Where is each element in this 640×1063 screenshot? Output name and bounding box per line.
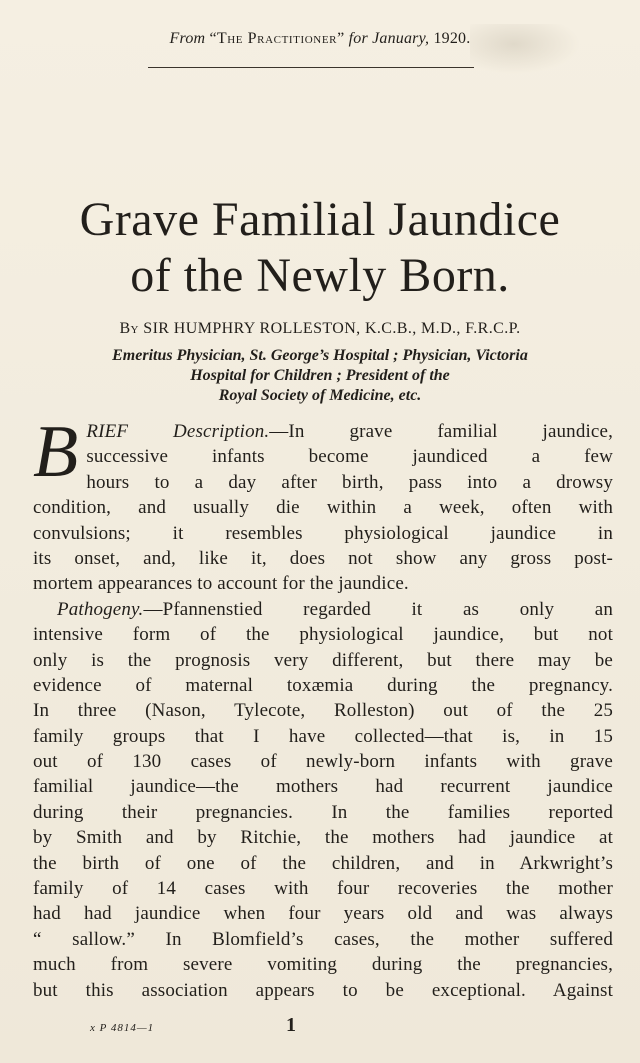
body-line: during their pregnancies. In the families reported xyxy=(33,801,613,823)
title-line-1: Grave Familial Jaundice xyxy=(79,193,561,246)
printer-signature: x P 4814—1 xyxy=(90,1022,155,1034)
body-text-span: —Pfannenstied regarded it as only an xyxy=(143,598,613,620)
body-line: convulsions; it resembles physiological jaundice in xyxy=(33,522,613,544)
body-line: hours to a day after birth, pass into a drowsy xyxy=(86,471,613,493)
header-quote-open: “ xyxy=(209,30,217,47)
body-line: but this association appears to be exceptional. Against xyxy=(33,979,613,1001)
header-quote-close: ” xyxy=(337,30,345,47)
drop-cap: B xyxy=(33,411,79,493)
header-year: 1920. xyxy=(433,30,471,47)
header-rule xyxy=(148,67,474,68)
body-line: much from severe vomiting during the pregnancies, xyxy=(33,954,613,976)
body-line: In three (Nason, Tylecote, Rolleston) out of the 25 xyxy=(33,700,613,722)
paragraph-brief-description xyxy=(33,411,613,597)
section-head-brief: RIEF Description. xyxy=(86,421,270,442)
body-line: only is the prognosis very different, but there may be xyxy=(33,649,613,671)
body-line: family of 14 cases with four recoveries the mother xyxy=(33,878,613,900)
author-affiliation xyxy=(40,346,600,406)
affiliation-line-2: Hospital for Children ; President of the xyxy=(190,367,450,384)
body-line xyxy=(33,419,613,444)
affiliation-line-1: Emeritus Physician, St. George’s Hospital ; Physician, Victoria xyxy=(112,347,528,364)
paragraph-pathogeny xyxy=(33,597,613,1003)
byline-author: SIR HUMPHRY ROLLESTON, K.C.B., M.D., F.R.C.P. xyxy=(143,320,521,337)
body-line: had had jaundice when four years old and was always xyxy=(33,903,613,925)
affiliation-line-3: Royal Society of Medicine, etc. xyxy=(218,387,422,404)
body-line: successive infants become jaundiced a few xyxy=(86,446,613,468)
body-line: evidence of maternal toxæmia during the pregnancy. xyxy=(33,674,613,696)
byline xyxy=(0,320,640,338)
source-header xyxy=(0,30,640,48)
article-title xyxy=(0,192,640,304)
body-line: mortem appearances to account for the jaundice. xyxy=(33,573,409,595)
body-line: intensive form of the physiological jaundice, but not xyxy=(33,624,613,646)
header-date: for January, xyxy=(348,30,430,47)
body-line: family groups that I have collected—that is, in 15 xyxy=(33,725,613,747)
body-line: “ sallow.” In Blomfield’s cases, the mother suffered xyxy=(33,928,613,950)
byline-by: By xyxy=(119,320,139,337)
body-text-span: —In grave familial jaundice, xyxy=(269,421,613,442)
header-from: From xyxy=(169,30,206,47)
body-line: its onset, and, like it, does not show any gross post- xyxy=(33,547,613,569)
page-number: 1 xyxy=(286,1014,296,1036)
body-line: out of 130 cases of newly-born infants with grave xyxy=(33,751,613,773)
body-line: the birth of one of the children, and in Arkwright’s xyxy=(33,852,613,874)
header-journal: The Practitioner xyxy=(216,30,338,47)
body-line: condition, and usually die within a week, often with xyxy=(33,497,613,519)
title-line-2: of the Newly Born. xyxy=(130,249,510,302)
body-line: by Smith and by Ritchie, the mothers had jaundice at xyxy=(33,827,613,849)
section-head-pathogeny: Pathogeny. xyxy=(57,598,144,620)
body-line: familial jaundice—the mothers had recurrent jaundice xyxy=(33,776,613,798)
article-body xyxy=(33,411,613,1003)
body-line xyxy=(33,597,613,622)
